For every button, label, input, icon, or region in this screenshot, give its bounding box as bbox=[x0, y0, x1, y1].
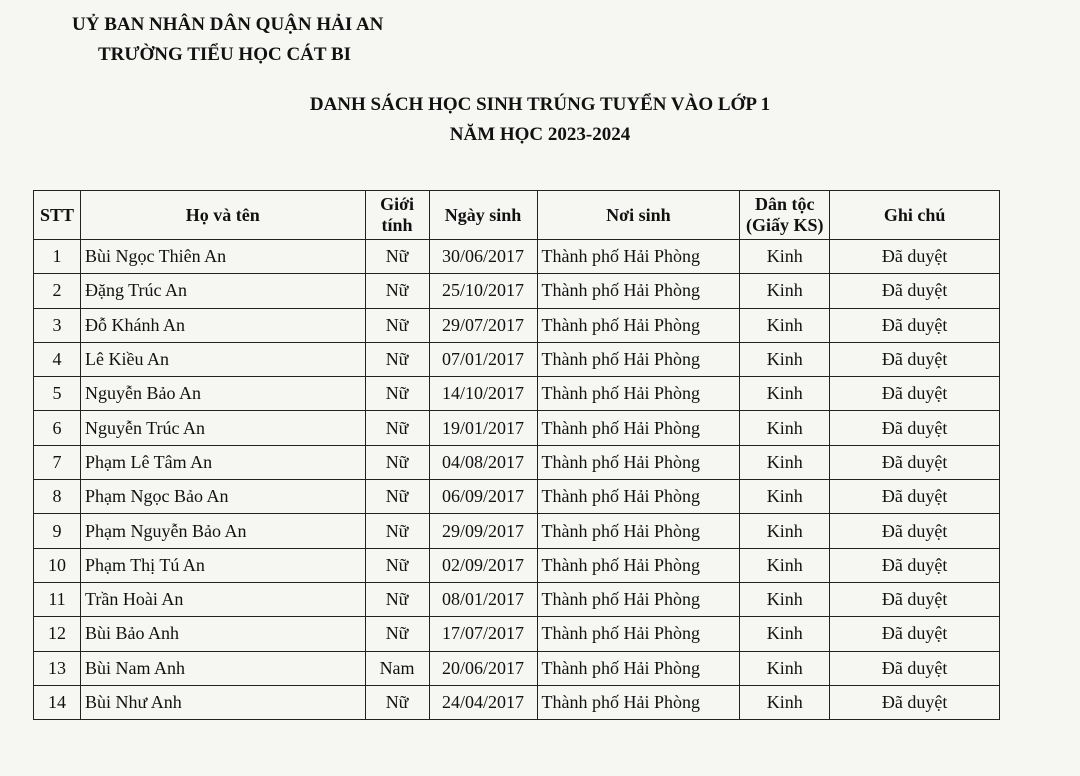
cell-ethnicity: Kinh bbox=[740, 617, 830, 651]
cell-note: Đã duyệt bbox=[830, 685, 1000, 719]
cell-date-of-birth: 17/07/2017 bbox=[429, 617, 537, 651]
cell-note: Đã duyệt bbox=[830, 240, 1000, 274]
table-header-row bbox=[34, 191, 1000, 240]
cell-stt: 2 bbox=[34, 274, 81, 308]
cell-stt: 4 bbox=[34, 342, 81, 376]
cell-gender: Nữ bbox=[365, 617, 429, 651]
table-row bbox=[34, 480, 1000, 514]
table-row bbox=[34, 377, 1000, 411]
cell-stt: 8 bbox=[34, 480, 81, 514]
cell-ethnicity: Kinh bbox=[740, 377, 830, 411]
cell-note: Đã duyệt bbox=[830, 480, 1000, 514]
cell-stt: 9 bbox=[34, 514, 81, 548]
cell-note: Đã duyệt bbox=[830, 342, 1000, 376]
column-header-place-of-birth: Nơi sinh bbox=[537, 191, 740, 240]
cell-ethnicity: Kinh bbox=[740, 411, 830, 445]
cell-gender: Nữ bbox=[365, 685, 429, 719]
cell-stt: 7 bbox=[34, 445, 81, 479]
table-row bbox=[34, 514, 1000, 548]
cell-gender: Nữ bbox=[365, 377, 429, 411]
column-header-stt: STT bbox=[34, 191, 81, 240]
cell-gender: Nữ bbox=[365, 445, 429, 479]
cell-full-name: Phạm Ngọc Bảo An bbox=[80, 480, 365, 514]
cell-ethnicity: Kinh bbox=[740, 308, 830, 342]
cell-note: Đã duyệt bbox=[830, 651, 1000, 685]
table-row bbox=[34, 548, 1000, 582]
cell-gender: Nữ bbox=[365, 342, 429, 376]
cell-place-of-birth: Thành phố Hải Phòng bbox=[537, 342, 740, 376]
cell-note: Đã duyệt bbox=[830, 582, 1000, 616]
column-header-date-of-birth: Ngày sinh bbox=[429, 191, 537, 240]
cell-ethnicity: Kinh bbox=[740, 342, 830, 376]
cell-full-name: Bùi Bảo Anh bbox=[80, 617, 365, 651]
cell-note: Đã duyệt bbox=[830, 308, 1000, 342]
cell-date-of-birth: 02/09/2017 bbox=[429, 548, 537, 582]
cell-ethnicity: Kinh bbox=[740, 445, 830, 479]
cell-stt: 1 bbox=[34, 240, 81, 274]
table-row bbox=[34, 274, 1000, 308]
cell-gender: Nữ bbox=[365, 308, 429, 342]
cell-ethnicity: Kinh bbox=[740, 274, 830, 308]
cell-stt: 13 bbox=[34, 651, 81, 685]
cell-full-name: Nguyễn Bảo An bbox=[80, 377, 365, 411]
table-row bbox=[34, 445, 1000, 479]
cell-place-of-birth: Thành phố Hải Phòng bbox=[537, 274, 740, 308]
cell-note: Đã duyệt bbox=[830, 411, 1000, 445]
cell-place-of-birth: Thành phố Hải Phòng bbox=[537, 445, 740, 479]
cell-date-of-birth: 04/08/2017 bbox=[429, 445, 537, 479]
cell-gender: Nữ bbox=[365, 411, 429, 445]
cell-stt: 6 bbox=[34, 411, 81, 445]
cell-full-name: Phạm Lê Tâm An bbox=[80, 445, 365, 479]
cell-full-name: Nguyễn Trúc An bbox=[80, 411, 365, 445]
cell-stt: 14 bbox=[34, 685, 81, 719]
cell-date-of-birth: 07/01/2017 bbox=[429, 342, 537, 376]
cell-note: Đã duyệt bbox=[830, 377, 1000, 411]
table-row bbox=[34, 617, 1000, 651]
column-header-note: Ghi chú bbox=[830, 191, 1000, 240]
cell-ethnicity: Kinh bbox=[740, 548, 830, 582]
table-row bbox=[34, 685, 1000, 719]
cell-ethnicity: Kinh bbox=[740, 240, 830, 274]
table-row bbox=[34, 651, 1000, 685]
cell-stt: 10 bbox=[34, 548, 81, 582]
cell-ethnicity: Kinh bbox=[740, 685, 830, 719]
cell-date-of-birth: 30/06/2017 bbox=[429, 240, 537, 274]
cell-gender: Nữ bbox=[365, 274, 429, 308]
cell-ethnicity: Kinh bbox=[740, 651, 830, 685]
cell-stt: 5 bbox=[34, 377, 81, 411]
cell-place-of-birth: Thành phố Hải Phòng bbox=[537, 514, 740, 548]
cell-gender: Nữ bbox=[365, 240, 429, 274]
cell-place-of-birth: Thành phố Hải Phòng bbox=[537, 377, 740, 411]
cell-full-name: Bùi Nam Anh bbox=[80, 651, 365, 685]
cell-date-of-birth: 19/01/2017 bbox=[429, 411, 537, 445]
cell-date-of-birth: 20/06/2017 bbox=[429, 651, 537, 685]
cell-note: Đã duyệt bbox=[830, 548, 1000, 582]
document-title: DANH SÁCH HỌC SINH TRÚNG TUYỂN VÀO LỚP 1 bbox=[309, 94, 771, 115]
school-heading: TRƯỜNG TIỂU HỌC CÁT BI bbox=[98, 44, 352, 65]
cell-date-of-birth: 29/09/2017 bbox=[429, 514, 537, 548]
table-row bbox=[34, 582, 1000, 616]
cell-full-name: Phạm Nguyễn Bảo An bbox=[80, 514, 365, 548]
cell-gender: Nam bbox=[365, 651, 429, 685]
cell-note: Đã duyệt bbox=[830, 514, 1000, 548]
table-row bbox=[34, 342, 1000, 376]
table-row bbox=[34, 240, 1000, 274]
table-row bbox=[34, 308, 1000, 342]
cell-full-name: Bùi Ngọc Thiên An bbox=[80, 240, 365, 274]
cell-place-of-birth: Thành phố Hải Phòng bbox=[537, 411, 740, 445]
cell-date-of-birth: 08/01/2017 bbox=[429, 582, 537, 616]
column-header-ethnicity: Dân tộc (Giấy KS) bbox=[740, 191, 830, 240]
cell-full-name: Lê Kiều An bbox=[80, 342, 365, 376]
cell-place-of-birth: Thành phố Hải Phòng bbox=[537, 308, 740, 342]
student-list-table bbox=[33, 190, 1000, 720]
cell-date-of-birth: 06/09/2017 bbox=[429, 480, 537, 514]
table-row bbox=[34, 411, 1000, 445]
cell-date-of-birth: 24/04/2017 bbox=[429, 685, 537, 719]
cell-stt: 11 bbox=[34, 582, 81, 616]
school-year: NĂM HỌC 2023-2024 bbox=[449, 124, 631, 145]
cell-place-of-birth: Thành phố Hải Phòng bbox=[537, 582, 740, 616]
cell-full-name: Trần Hoài An bbox=[80, 582, 365, 616]
column-header-full-name: Họ và tên bbox=[80, 191, 365, 240]
cell-gender: Nữ bbox=[365, 480, 429, 514]
cell-full-name: Đỗ Khánh An bbox=[80, 308, 365, 342]
cell-full-name: Đặng Trúc An bbox=[80, 274, 365, 308]
cell-stt: 12 bbox=[34, 617, 81, 651]
cell-note: Đã duyệt bbox=[830, 617, 1000, 651]
cell-place-of-birth: Thành phố Hải Phòng bbox=[537, 548, 740, 582]
cell-stt: 3 bbox=[34, 308, 81, 342]
cell-ethnicity: Kinh bbox=[740, 514, 830, 548]
cell-date-of-birth: 29/07/2017 bbox=[429, 308, 537, 342]
cell-ethnicity: Kinh bbox=[740, 480, 830, 514]
cell-gender: Nữ bbox=[365, 514, 429, 548]
cell-date-of-birth: 14/10/2017 bbox=[429, 377, 537, 411]
cell-full-name: Phạm Thị Tú An bbox=[80, 548, 365, 582]
cell-gender: Nữ bbox=[365, 582, 429, 616]
authority-heading: UỶ BAN NHÂN DÂN QUẬN HẢI AN bbox=[72, 14, 384, 35]
cell-note: Đã duyệt bbox=[830, 274, 1000, 308]
cell-place-of-birth: Thành phố Hải Phòng bbox=[537, 651, 740, 685]
cell-full-name: Bùi Như Anh bbox=[80, 685, 365, 719]
cell-place-of-birth: Thành phố Hải Phòng bbox=[537, 685, 740, 719]
column-header-gender: Giới tính bbox=[365, 191, 429, 240]
cell-place-of-birth: Thành phố Hải Phòng bbox=[537, 617, 740, 651]
cell-date-of-birth: 25/10/2017 bbox=[429, 274, 537, 308]
cell-place-of-birth: Thành phố Hải Phòng bbox=[537, 240, 740, 274]
cell-ethnicity: Kinh bbox=[740, 582, 830, 616]
cell-gender: Nữ bbox=[365, 548, 429, 582]
cell-note: Đã duyệt bbox=[830, 445, 1000, 479]
cell-place-of-birth: Thành phố Hải Phòng bbox=[537, 480, 740, 514]
